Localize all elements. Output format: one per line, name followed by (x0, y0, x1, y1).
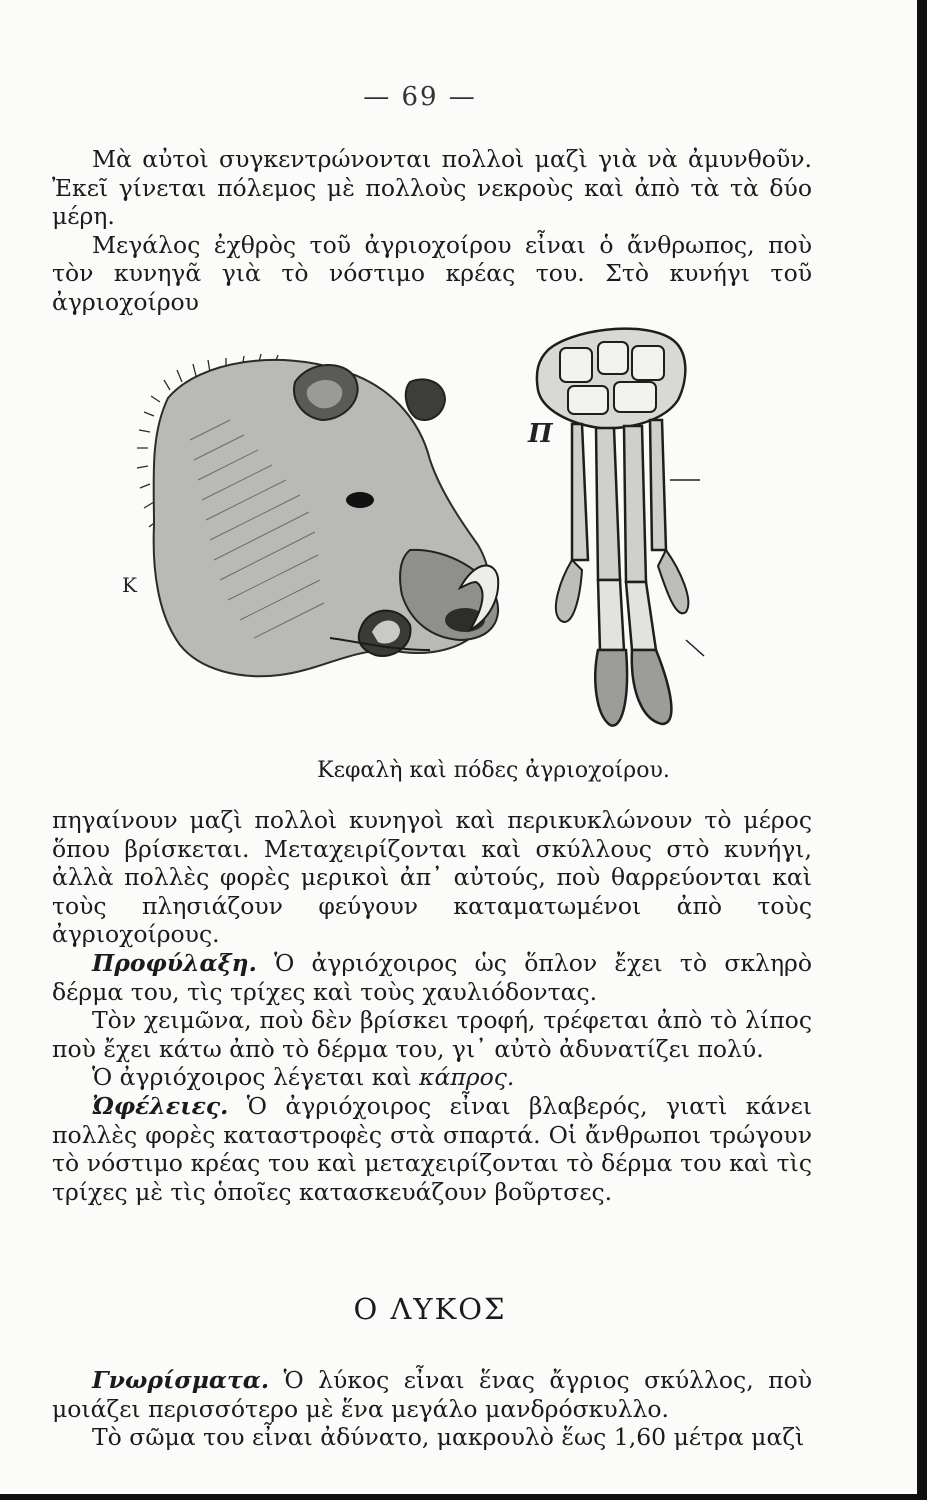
section-title: Ο ΛΥΚΟΣ (353, 1292, 507, 1326)
page-number: — 69 — (363, 82, 477, 112)
paragraph-body: Ὁ ἀγριόχοιρος εἶναι βλαβερός, γιατὶ κάνει πολλὲς φορὲς καταστροφὲς στὰ σπαρτά. Οἱ ἄνθρωποι τρώγουν τὸ νόστιμο κρέας του καὶ μεταχειρίζονται τὸ δέρμα του καὶ τὶς τρίχες μὲ τὶς ὁποῖες κατασκευάζουν βοῦρτσες. (52, 1091, 812, 1206)
paragraph: πηγαίνουν μαζὶ πολλοὶ κυνηγοὶ καὶ περικυκλώνουν τὸ μέρος ὅπου βρίσκεται. Μεταχειρίζονται καὶ σκύλλους στὸ κυνήγι, ἀλλὰ πολλὲς φορὲς μερικοὶ ἀπ᾿ αὐτούς, ποὺ θαρρεύονται καὶ τοὺς πλησιάζουν φεύγουν καταματωμένοι ἀπὸ τοὺς ἀγριοχοίρους. (52, 806, 812, 949)
paragraph: Τὸ σῶμα του εἶναι ἀδύνατο, μακρουλὸ ἕως 1,60 μέτρα μαζὶ (92, 1423, 805, 1452)
section-heading: Ὠφέλειες. (92, 1091, 229, 1120)
top-text-block (52, 145, 812, 317)
label-k: K (122, 573, 137, 597)
paragraph (52, 1063, 812, 1092)
boar-figure (110, 320, 790, 740)
paragraph-body: Ὁ ἀγριόχοιρος ὡς ὅπλον ἔχει τὸ σκληρὸ δέρμα του, τὶς τρίχες καὶ τοὺς χαυλιόδοντας. (52, 948, 812, 1006)
italic-term: κάπρος. (419, 1063, 515, 1092)
paragraph: Μὰ αὐτοὶ συγκεντρώνονται πολλοὶ μαζὶ γιὰ νὰ ἀμυνθοῦν. Ἐκεῖ γίνεται πόλεμος μὲ πολλοὺς νεκροὺς καὶ ἀπὸ τὰ τὰ δύο μέρη. (52, 145, 812, 231)
label-pi: Π (528, 419, 553, 449)
middle-text-block (52, 806, 812, 1206)
paragraph (52, 1366, 812, 1423)
paragraph (52, 1092, 812, 1206)
paragraph: Τὸν χειμῶνα, ποὺ δὲν βρίσκει τροφή, τρέφεται ἀπὸ τὸ λίπος ποὺ ἔχει κάτω ἀπὸ τὸ δέρμα του, γι᾿ αὐτὸ ἀδυνατίζει πολύ. (52, 1006, 812, 1063)
boar-head-icon (137, 354, 498, 676)
paragraph: Μεγάλος ἐχθρὸς τοῦ ἀγριοχοίρου εἶναι ὁ ἄνθρωπος, ποὺ τὸν κυνηγᾶ γιὰ τὸ νόστιμο κρέας του. Στὸ κυνήγι τοῦ ἀγριοχοίρου (52, 230, 812, 316)
paragraph (52, 949, 812, 1006)
boar-foot-skeleton-icon (537, 329, 704, 726)
section-heading: Γνωρίσματα. (92, 1366, 270, 1394)
section-heading: Προφύλαξη. (92, 948, 257, 977)
bottom-text-block (52, 1366, 812, 1452)
paragraph-body: Ὁ ἀγριόχοιρος λέγεται καὶ (92, 1063, 420, 1092)
figure-caption: Κεφαλὴ καὶ πόδες ἀγριοχοίρου. (317, 758, 670, 783)
paragraph-body: Ὁ λύκος εἶναι ἕνας ἄγριος σκύλλος, ποὺ μοιάζει περισσότερο μὲ ἕνα μεγάλο μανδρόσκυλλο. (52, 1366, 812, 1423)
